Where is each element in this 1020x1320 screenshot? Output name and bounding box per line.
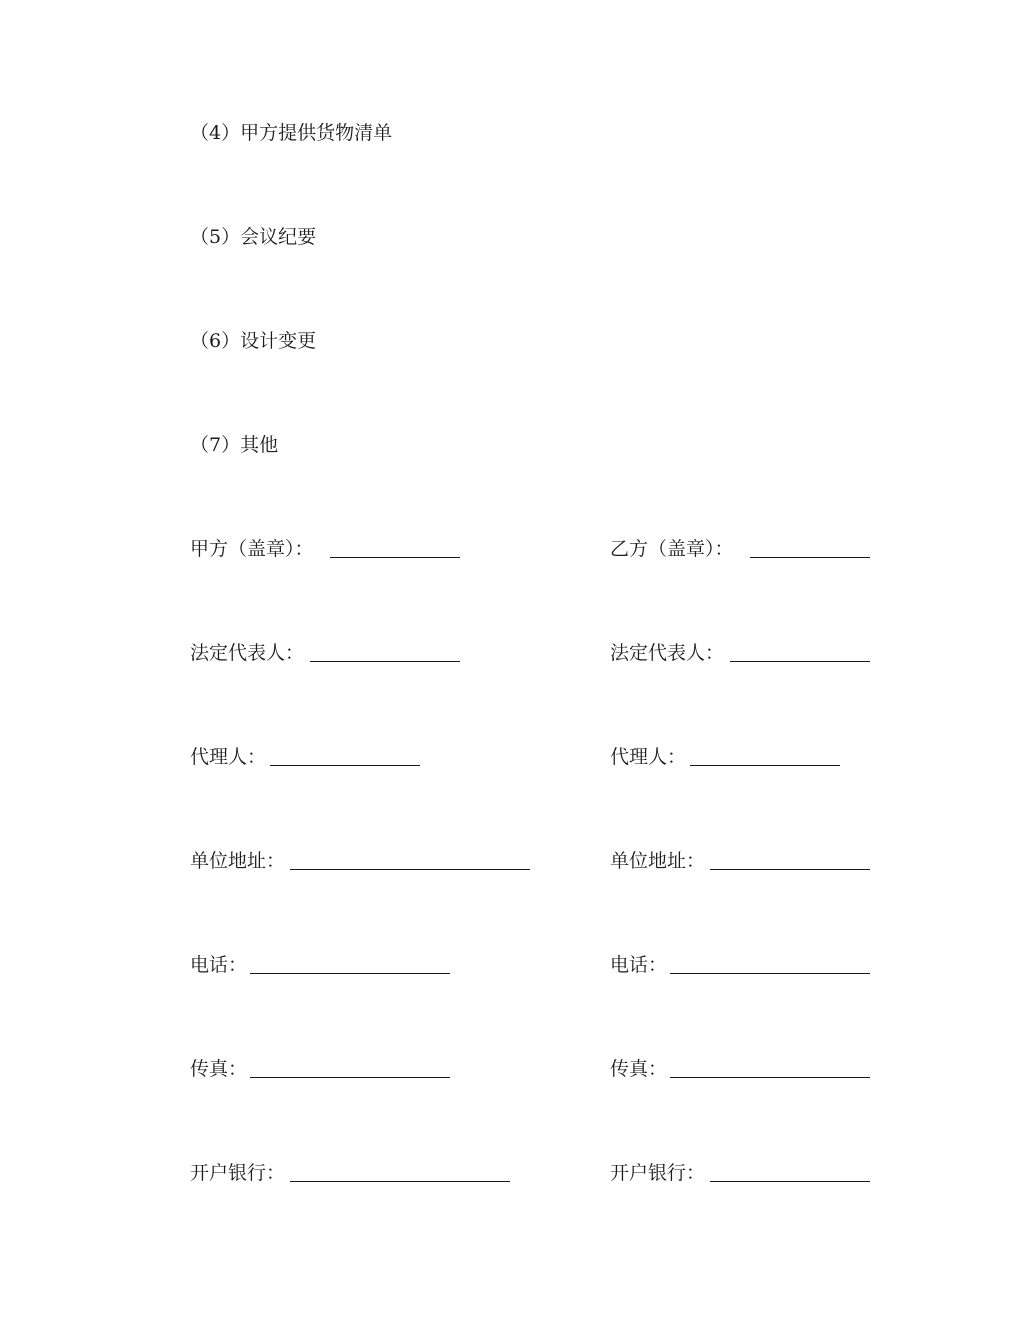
party-a-seal-blank[interactable] bbox=[330, 557, 460, 558]
attachment-item-6: （6）设计变更 bbox=[190, 330, 317, 352]
party-b-legal-rep-blank[interactable] bbox=[730, 661, 870, 662]
attachment-item-5: （5）会议纪要 bbox=[190, 226, 317, 248]
party-b-bank-blank[interactable] bbox=[710, 1181, 870, 1182]
party-b-legal-rep-label: 法定代表人： bbox=[610, 642, 725, 664]
party-b-phone-blank[interactable] bbox=[670, 973, 870, 974]
party-a-bank-label: 开户银行： bbox=[190, 1162, 286, 1184]
attachment-item-4: （4）甲方提供货物清单 bbox=[190, 122, 393, 144]
party-a-legal-rep-blank[interactable] bbox=[310, 661, 460, 662]
party-a-agent-blank[interactable] bbox=[270, 765, 420, 766]
party-b-seal-blank[interactable] bbox=[750, 557, 870, 558]
party-a-fax-label: 传真： bbox=[190, 1058, 248, 1080]
party-a-address-blank[interactable] bbox=[290, 869, 530, 870]
party-b-agent-blank[interactable] bbox=[690, 765, 840, 766]
attachment-item-7: （7）其他 bbox=[190, 434, 279, 456]
party-a-agent-label: 代理人： bbox=[190, 746, 267, 768]
party-b-fax-label: 传真： bbox=[610, 1058, 668, 1080]
party-b-fax-blank[interactable] bbox=[670, 1077, 870, 1078]
party-b-phone-label: 电话： bbox=[610, 954, 668, 976]
party-a-phone-blank[interactable] bbox=[250, 973, 450, 974]
party-a-address-label: 单位地址： bbox=[190, 850, 286, 872]
party-b-bank-label: 开户银行： bbox=[610, 1162, 706, 1184]
party-a-seal-label: 甲方（盖章）： bbox=[190, 538, 314, 560]
party-b-seal-label: 乙方（盖章）： bbox=[610, 538, 734, 560]
party-a-fax-blank[interactable] bbox=[250, 1077, 450, 1078]
party-a-phone-label: 电话： bbox=[190, 954, 248, 976]
party-b-agent-label: 代理人： bbox=[610, 746, 687, 768]
party-a-bank-blank[interactable] bbox=[290, 1181, 510, 1182]
party-b-address-label: 单位地址： bbox=[610, 850, 706, 872]
party-a-legal-rep-label: 法定代表人： bbox=[190, 642, 305, 664]
party-b-address-blank[interactable] bbox=[710, 869, 870, 870]
